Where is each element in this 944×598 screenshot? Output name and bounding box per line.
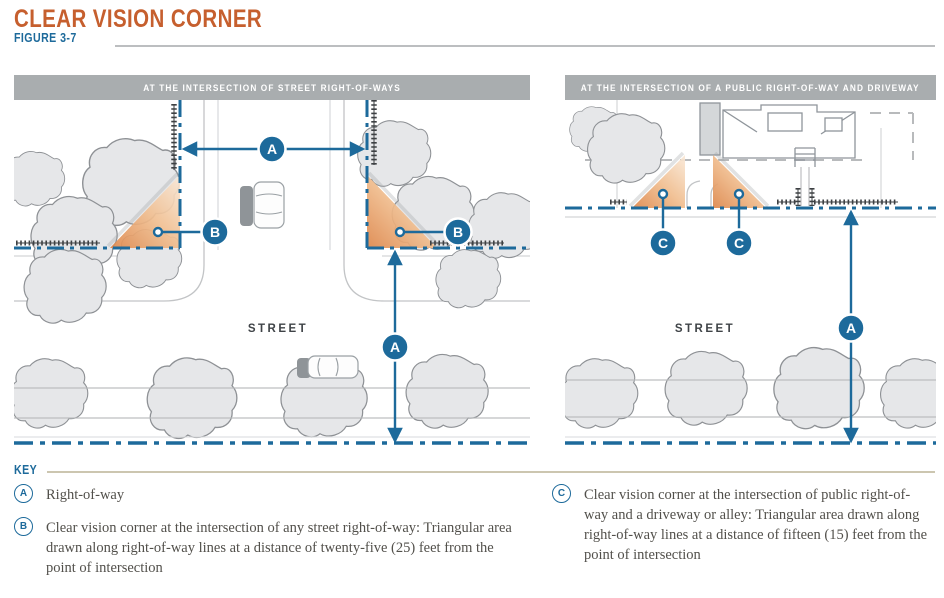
key-item-a [14, 484, 124, 505]
key-marker-b: B [14, 517, 33, 536]
key-rule [47, 471, 935, 473]
street-label: STREET [674, 323, 736, 335]
right-diagram [565, 100, 936, 460]
marker-a-label: A [389, 339, 401, 355]
key-item-b [14, 517, 518, 578]
marker-c-label: C [657, 235, 669, 251]
left-diagram [14, 100, 530, 460]
key-text-c: Clear vision corner at the intersection of public right-of-way and a driveway or alley: Triangular area drawn along right-of-way lines at a distance of fifteen (15) feet from the point of intersection [584, 487, 928, 563]
tree [665, 351, 747, 425]
marker-b-label: B [209, 224, 221, 240]
tree [436, 250, 501, 308]
tree [14, 152, 65, 206]
tree [358, 121, 431, 187]
leader-dot [659, 190, 667, 198]
trees [14, 121, 530, 439]
street-label: STREET [247, 323, 309, 335]
right-panel-title: AT THE INTERSECTION OF A PUBLIC RIGHT-OF-WAY AND DRIVEWAY [581, 82, 920, 93]
tree [588, 114, 665, 183]
header-rule [115, 45, 935, 47]
car-south-street [297, 356, 358, 378]
tree [406, 354, 488, 428]
house-plan [700, 103, 855, 167]
leader-dot [735, 190, 743, 198]
left-panel-header [14, 75, 530, 100]
page-title: CLEAR VISION CORNER [14, 5, 263, 33]
marker-b-label: B [452, 224, 464, 240]
tree [881, 359, 936, 428]
figure-number: FIGURE 3-7 [14, 31, 77, 45]
tree [565, 359, 638, 428]
marker-c-label: C [733, 235, 745, 251]
marker-a-label: A [845, 320, 857, 336]
tree [147, 358, 237, 438]
key-marker-a: A [14, 484, 33, 503]
right-panel-header [565, 75, 936, 100]
key-title: KEY [14, 463, 38, 477]
key-text-a: Right-of-way [46, 487, 125, 503]
tree [24, 249, 106, 323]
leader-dot [154, 228, 162, 236]
left-panel-title: AT THE INTERSECTION OF STREET RIGHT-OF-WAYS [143, 82, 401, 93]
marker-a-label: A [266, 141, 278, 157]
key-text-b: Clear vision corner at the intersection of any street right-of-way: Triangular area drawn along right-of-way lines at a distance of twenty-five (25) feet from the point of intersection [46, 520, 512, 576]
key-marker-c: C [552, 484, 571, 503]
leader-dot [396, 228, 404, 236]
key-item-c [552, 484, 932, 565]
car-north-street [240, 182, 284, 228]
